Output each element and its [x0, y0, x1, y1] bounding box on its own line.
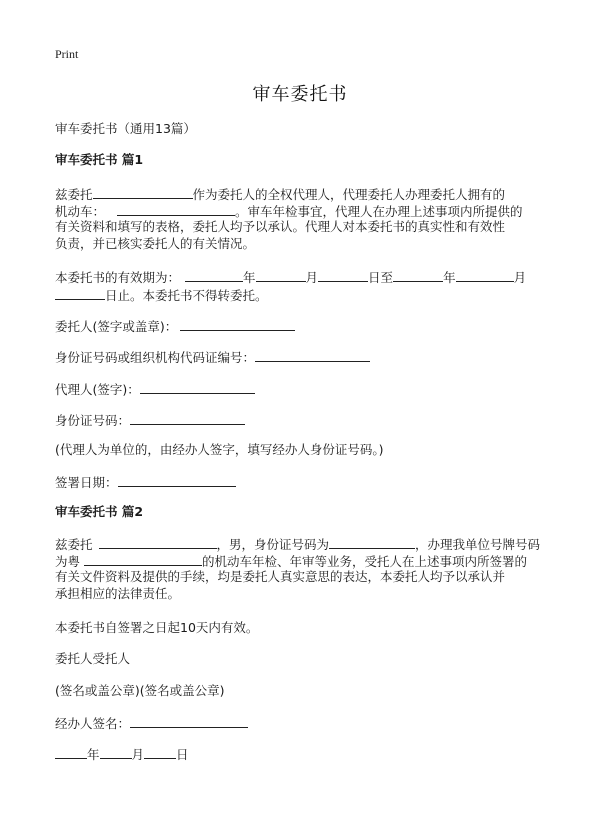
text: 。审车年检事宜，代理人在办理上述事项内所提供的	[235, 204, 523, 219]
section1-paragraph-line-2	[55, 202, 523, 220]
principal-signature-line	[55, 317, 295, 335]
date-blank-line	[55, 745, 189, 763]
blank	[180, 317, 295, 331]
text: 日止。本委托书不得转委托。	[105, 288, 268, 303]
blank-vehicle	[117, 202, 235, 216]
blank	[130, 714, 248, 728]
text: 作为委托人的全权代理人，代理委托人办理委托人拥有的	[192, 187, 506, 202]
blank	[130, 411, 245, 425]
id-number-line	[55, 411, 245, 429]
text: 签署日期：	[55, 475, 118, 490]
text: 的机动车年检、年审等业务，受托人在上述事项内所签署的	[202, 554, 528, 569]
blank	[456, 268, 514, 282]
blank	[140, 380, 255, 394]
agent-signature-line	[55, 380, 255, 398]
section2-paragraph-line-2	[55, 552, 527, 570]
sign-date-line	[55, 473, 236, 491]
agent-unit-note: (代理人为单位的，由经办人签字，填写经办人身份证号码。)	[55, 442, 384, 457]
section2-paragraph-line-3: 有关文件资料及提供的手续，均是委托人真实意思的表达，本委托人均予以承认并	[55, 569, 506, 584]
blank	[55, 286, 105, 300]
id-or-org-code-line	[55, 348, 370, 366]
blank	[185, 268, 243, 282]
text: 月	[131, 747, 145, 762]
text: 为粤	[55, 554, 81, 569]
section1-paragraph-line-1	[55, 185, 505, 203]
section1-paragraph-line-4: 负责，并已核实委托人的有关情况。	[55, 236, 256, 251]
section1-paragraph-line-3: 有关资料和填写的表格，委托人均予以承认。代理人对本委托书的真实性和有效性	[55, 219, 506, 234]
text: 日至	[368, 270, 394, 285]
blank	[256, 268, 306, 282]
blank-trustee	[93, 185, 193, 199]
text: 代理人(签字)：	[55, 382, 140, 397]
validity-line-2	[55, 286, 268, 304]
text: 经办人签名：	[55, 716, 131, 731]
section1-heading: 审车委托书 篇1	[55, 152, 144, 167]
text: ，办理我单位号牌号码	[415, 537, 541, 552]
section2-validity: 本委托书自签署之日起10天内有效。	[55, 620, 259, 635]
text: 年	[243, 270, 256, 285]
parties-line: 委托人受托人	[55, 651, 131, 666]
print-link[interactable]: Print	[55, 47, 79, 61]
blank	[118, 473, 236, 487]
text: ，男，身份证号码为	[216, 537, 330, 552]
blank-trustee	[99, 535, 217, 549]
text: 本委托书的有效期为：	[55, 270, 181, 285]
text: 兹委托	[55, 187, 93, 202]
blank	[100, 745, 132, 759]
text: 兹委托	[55, 537, 93, 552]
text: 月	[513, 270, 527, 285]
document-title: 审车委托书	[252, 84, 348, 105]
text: 月	[305, 270, 319, 285]
signature-stamp-line: (签名或盖公章)(签名或盖公章)	[55, 683, 225, 698]
blank-plate	[84, 552, 202, 566]
validity-line-1	[55, 268, 526, 286]
text: 身份证号码或组织机构代码证编号：	[55, 350, 256, 365]
section2-paragraph-line-4: 承担相应的法律责任。	[55, 586, 181, 601]
blank	[318, 268, 368, 282]
handler-signature-line	[55, 714, 248, 732]
section2-heading: 审车委托书 篇2	[55, 504, 144, 519]
text: 年	[443, 270, 456, 285]
text: 日	[176, 747, 189, 762]
text: 身份证号码：	[55, 413, 131, 428]
blank	[255, 348, 370, 362]
blank	[144, 745, 176, 759]
blank-id	[329, 535, 415, 549]
section2-paragraph-line-1	[55, 535, 540, 553]
text: 机动车：	[55, 204, 106, 219]
text: 年	[87, 747, 100, 762]
blank	[393, 268, 443, 282]
blank	[55, 745, 87, 759]
document-subtitle: 审车委托书（通用13篇）	[55, 121, 196, 136]
text: 委托人(签字或盖章)：	[55, 319, 178, 334]
